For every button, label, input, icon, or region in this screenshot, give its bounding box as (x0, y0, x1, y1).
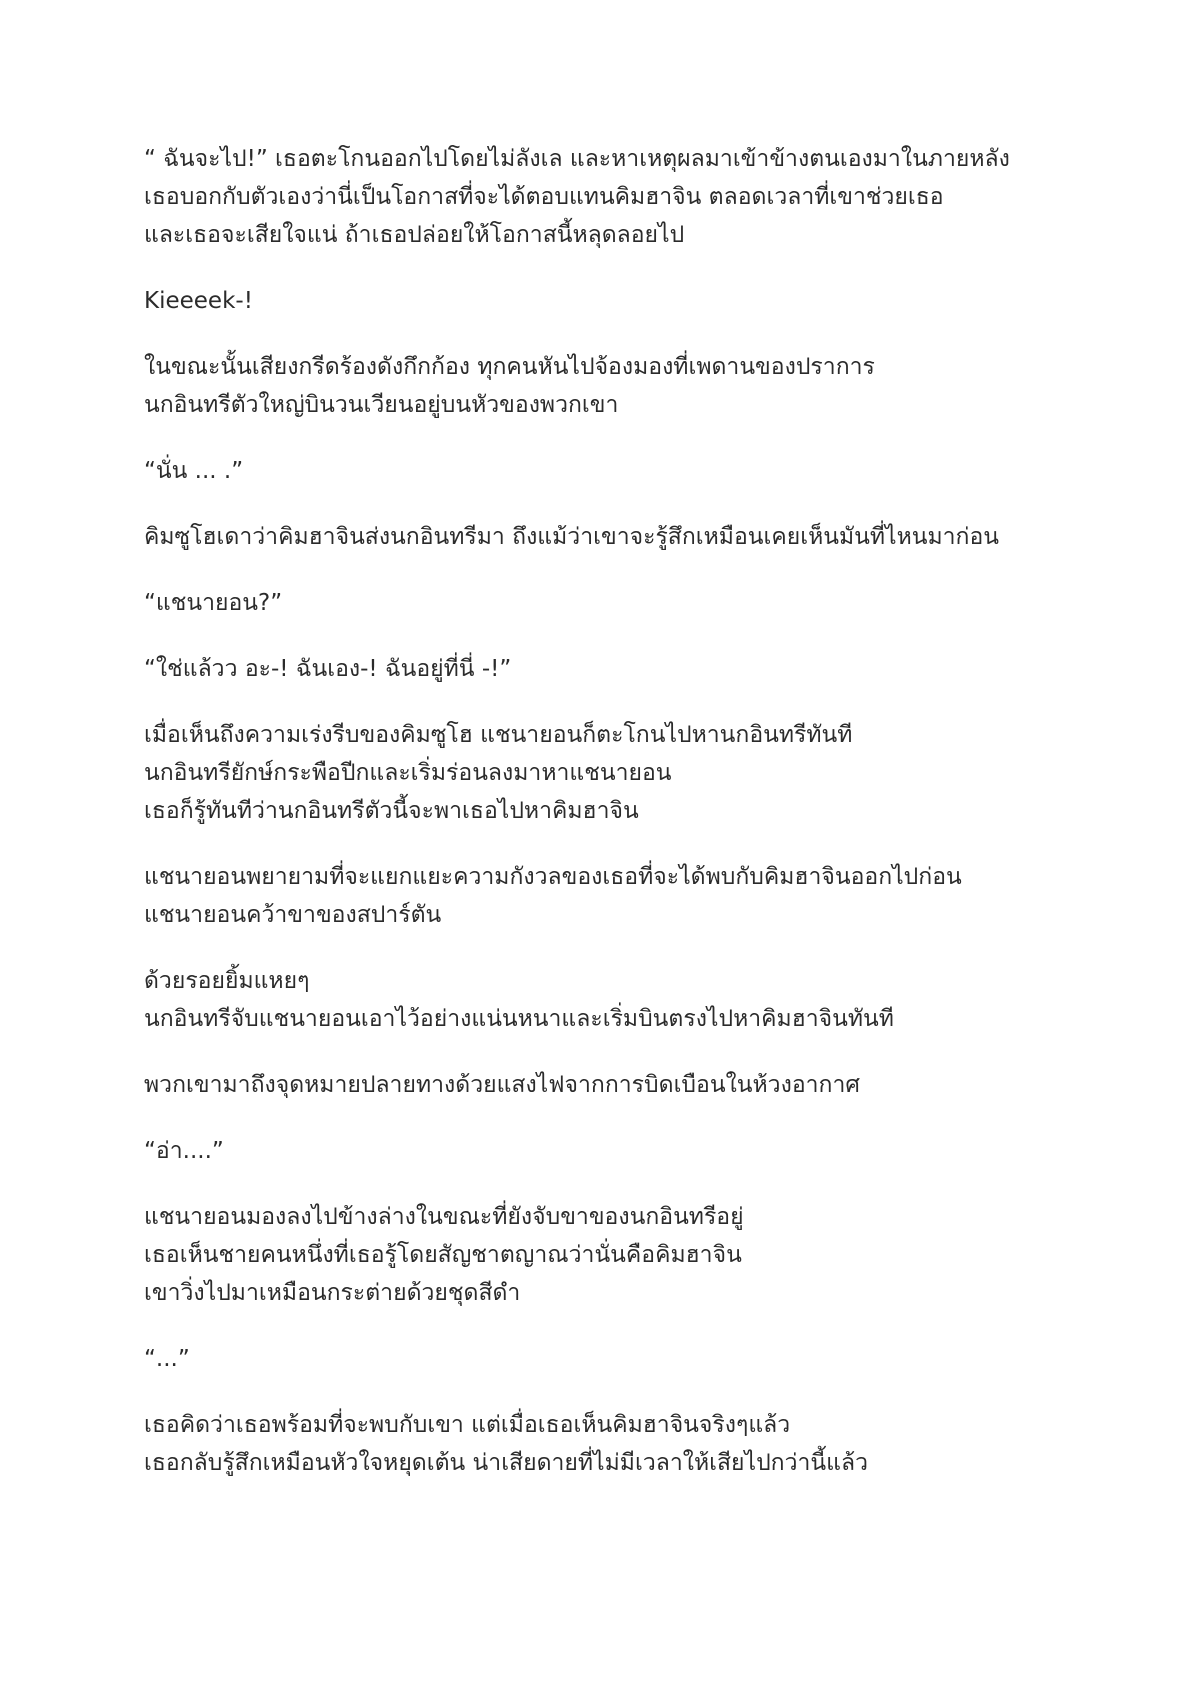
text-line: แชนายอนคว้าขาของสปาร์ตัน (144, 902, 442, 928)
text-line: เธอกลับรู้สึกเหมือนหัวใจหยุดเต้น น่าเสียดายที่ไม่มีเวลาให้เสียไปกว่านี้แล้ว (144, 1450, 868, 1476)
text-line: แชนายอนมองลงไปข้างล่างในขณะที่ยังจับขาของนกอินทรีอยู่ (144, 1204, 744, 1230)
text-line: นกอินทรีจับแชนายอนเอาไว้อย่างแน่นหนาและเริ่มบินตรงไปหาคิมฮาจินทันที (144, 1006, 894, 1032)
text-line: “ใช่แล้วว อะ-! ฉันเอง-! ฉันอยู่ที่นี่ -!” (144, 656, 512, 682)
text-line: คิมซูโฮเดาว่าคิมฮาจินส่งนกอินทรีมา ถึงแม้ว่าเขาจะรู้สึกเหมือนเคยเห็นมันที่ไหนมาก่อน (144, 524, 999, 550)
paragraph (144, 1132, 1084, 1170)
text-line: เมื่อเห็นถึงความเร่งรีบของคิมซูโฮ แชนายอนก็ตะโกนไปหานกอินทรีทันที (144, 722, 853, 748)
paragraph (144, 650, 1084, 688)
text-line: “นั่น ... .” (144, 458, 244, 484)
paragraph (144, 858, 1084, 934)
text-line: พวกเขามาถึงจุดหมายปลายทางด้วยแสงไฟจากการบิดเบือนในห้วงอากาศ (144, 1072, 860, 1098)
text-line: เธอคิดว่าเธอพร้อมที่จะพบกับเขา แต่เมื่อเธอเห็นคิมฮาจินจริงๆแล้ว (144, 1412, 791, 1438)
text-line: เธอก็รู้ทันทีว่านกอินทรีตัวนี้จะพาเธอไปหาคิมฮาจิน (144, 798, 639, 824)
paragraph (144, 962, 1084, 1038)
paragraph (144, 348, 1084, 424)
text-line: เธอบอกกับตัวเองว่านี่เป็นโอกาสที่จะได้ตอบแทนคิมฮาจิน ตลอดเวลาที่เขาช่วยเธอ (144, 184, 944, 210)
paragraph (144, 584, 1084, 622)
text-line: เขาวิ่งไปมาเหมือนกระต่ายด้วยชุดสีดำ (144, 1280, 521, 1306)
paragraph (144, 716, 1084, 830)
paragraph (144, 1066, 1084, 1104)
text-line: และเธอจะเสียใจแน่ ถ้าเธอปล่อยให้โอกาสนี้หลุดลอยไป (144, 222, 685, 248)
paragraph (144, 1406, 1084, 1482)
text-line: ในขณะนั้นเสียงกรีดร้องดังกึกก้อง ทุกคนหันไปจ้องมองที่เพดานของปราการ (144, 354, 875, 380)
paragraph (144, 1340, 1084, 1378)
paragraph (144, 140, 1084, 254)
text-line: “แชนายอน?” (144, 590, 283, 616)
text-line: เธอเห็นชายคนหนึ่งที่เธอรู้โดยสัญชาตญาณว่านั่นคือคิมฮาจิน (144, 1242, 742, 1268)
document-body (144, 140, 1084, 1510)
text-line: แชนายอนพยายามที่จะแยกแยะความกังวลของเธอที่จะได้พบกับคิมฮาจินออกไปก่อน (144, 864, 962, 890)
text-line: นกอินทรีตัวใหญ่บินวนเวียนอยู่บนหัวของพวกเขา (144, 392, 619, 418)
text-line: Kieeeek-! (144, 288, 253, 314)
text-line: ด้วยรอยยิ้มแหยๆ (144, 968, 310, 994)
paragraph (144, 452, 1084, 490)
text-line: นกอินทรียักษ์กระพือปีกและเริ่มร่อนลงมาหาแชนายอน (144, 760, 672, 786)
paragraph (144, 518, 1084, 556)
text-line: “...” (144, 1346, 190, 1372)
paragraph (144, 1198, 1084, 1312)
text-line: “ ฉันจะไป!” เธอตะโกนออกไปโดยไม่ลังเล และหาเหตุผลมาเข้าข้างตนเองมาในภายหลัง (144, 146, 1010, 172)
paragraph (144, 282, 1084, 320)
text-line: “อ่า....” (144, 1138, 224, 1164)
